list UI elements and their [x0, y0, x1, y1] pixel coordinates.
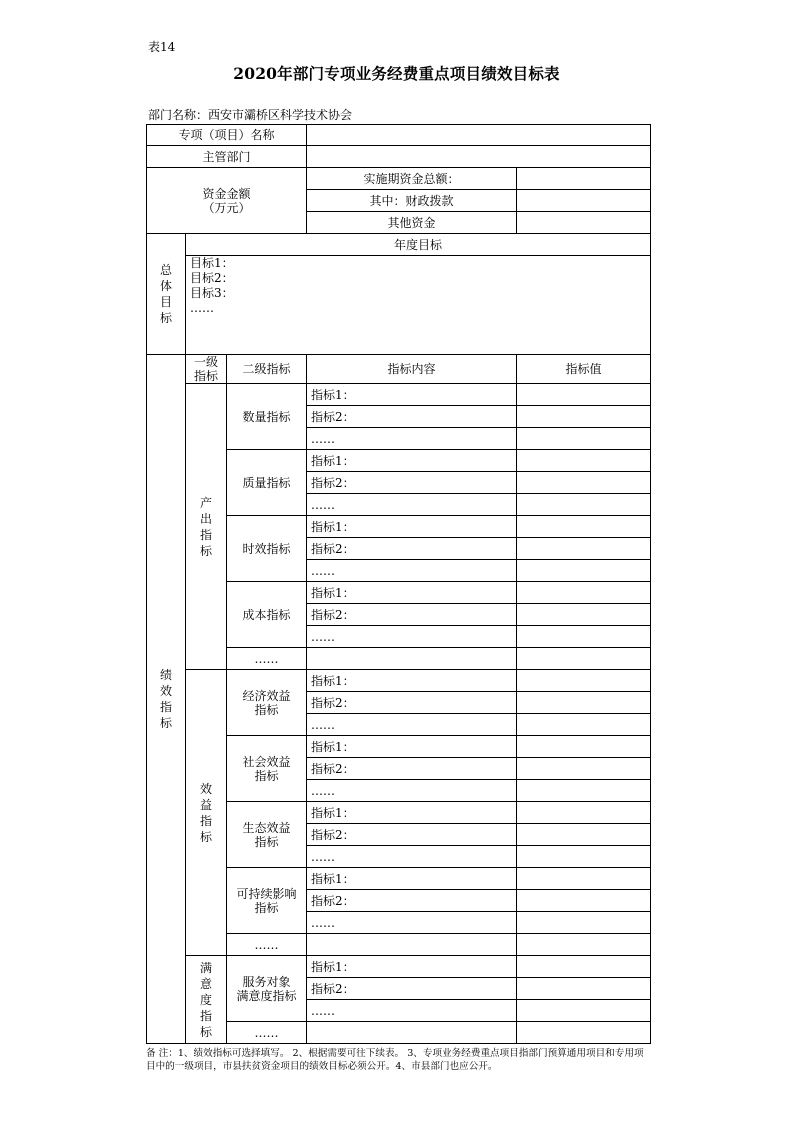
indicator-more[interactable]: …… — [307, 626, 517, 648]
indicator-more[interactable]: …… — [307, 912, 517, 934]
indicator-value[interactable] — [517, 472, 651, 494]
funds-fiscal-value[interactable] — [517, 190, 651, 212]
indicator-value[interactable] — [517, 978, 651, 1000]
indicator-value[interactable] — [517, 758, 651, 780]
goal-3: 目标3： — [190, 286, 234, 300]
level2-header: 二级指标 — [227, 355, 307, 384]
indicator-1[interactable]: 指标1： — [307, 384, 517, 406]
indicator-value[interactable] — [517, 648, 651, 670]
supervisor-value[interactable] — [307, 146, 651, 168]
indicator-value[interactable] — [517, 846, 651, 868]
indicator-content[interactable] — [307, 648, 517, 670]
indicator-value[interactable] — [517, 384, 651, 406]
benefit-indicator-label: 效益指标 — [186, 670, 227, 956]
annual-goal-header: 年度目标 — [186, 234, 651, 256]
indicator-value[interactable] — [517, 538, 651, 560]
indicator-value[interactable] — [517, 670, 651, 692]
indicator-value[interactable] — [517, 956, 651, 978]
indicator-value[interactable] — [517, 714, 651, 736]
goal-2: 目标2： — [190, 271, 234, 285]
indicator-1[interactable]: 指标1： — [307, 582, 517, 604]
indicator-value[interactable] — [517, 780, 651, 802]
funds-fiscal-label: 其中：财政拨款 — [307, 190, 517, 212]
document-label: 表14 — [148, 40, 176, 54]
sustainable-impact-indicator: 可持续影响 指标 — [227, 868, 307, 934]
content-header: 指标内容 — [307, 355, 517, 384]
row-perf-header — [147, 355, 651, 384]
performance-label: 绩效指标 — [147, 355, 186, 1044]
table-row — [147, 384, 651, 406]
project-name-label: 专项（项目）名称 — [147, 125, 307, 146]
indicator-value[interactable] — [517, 626, 651, 648]
indicator-2[interactable]: 指标2： — [307, 692, 517, 714]
indicator-1[interactable]: 指标1： — [307, 736, 517, 758]
row-supervisor — [147, 146, 651, 168]
indicator-value[interactable] — [517, 560, 651, 582]
service-satisfaction-indicator: 服务对象 满意度指标 — [227, 956, 307, 1022]
department-name: 部门名称：西安市灞桥区科学技术协会 — [148, 108, 353, 122]
table-row — [147, 956, 651, 978]
indicator-value[interactable] — [517, 406, 651, 428]
indicator-value[interactable] — [517, 736, 651, 758]
indicator-more[interactable]: …… — [307, 714, 517, 736]
indicator-value[interactable] — [517, 582, 651, 604]
ecological-benefit-indicator: 生态效益 指标 — [227, 802, 307, 868]
level1-header: 一级 指标 — [186, 355, 227, 384]
indicator-value[interactable] — [517, 428, 651, 450]
value-header: 指标值 — [517, 355, 651, 384]
row-annual-goal — [147, 234, 651, 256]
goal-1: 目标1： — [190, 256, 234, 270]
indicator-value[interactable] — [517, 912, 651, 934]
indicator-2[interactable]: 指标2： — [307, 824, 517, 846]
indicator-more[interactable]: …… — [307, 780, 517, 802]
indicator-value[interactable] — [517, 516, 651, 538]
indicator-value[interactable] — [517, 692, 651, 714]
indicator-more[interactable]: …… — [307, 494, 517, 516]
indicator-2[interactable]: 指标2： — [307, 538, 517, 560]
indicator-value[interactable] — [517, 604, 651, 626]
economic-benefit-indicator: 经济效益 指标 — [227, 670, 307, 736]
goal-more: …… — [190, 301, 214, 315]
goal-list[interactable] — [186, 256, 651, 355]
indicator-value[interactable] — [517, 802, 651, 824]
overall-goal-label: 总体目标 — [147, 234, 186, 355]
indicator-2[interactable]: 指标2： — [307, 406, 517, 428]
indicator-content[interactable] — [307, 1022, 517, 1044]
funds-total-label: 实施期资金总额： — [307, 168, 517, 190]
indicator-value[interactable] — [517, 890, 651, 912]
page-title: 2020年部门专项业务经费重点项目绩效目标表 — [233, 64, 560, 83]
row-goal-body — [147, 256, 651, 355]
indicator-value[interactable] — [517, 934, 651, 956]
performance-target-table — [146, 124, 651, 1044]
indicator-value[interactable] — [517, 494, 651, 516]
indicator-more[interactable]: …… — [307, 1000, 517, 1022]
quantity-indicator: 数量指标 — [227, 384, 307, 450]
satisfaction-indicator-label: 满意度指标 — [186, 956, 227, 1044]
footnote: 备 注：1、绩效指标可选择填写。 2、根据需要可往下续表。 3、专项业务经费重点项目指部门预算通用项目和专用项目中的一级项目，市县扶贫资金项目的绩效目标必须公开。4、市县部门也应公开。 — [146, 1048, 644, 1072]
indicator-more[interactable]: …… — [307, 560, 517, 582]
funds-other-label: 其他资金 — [307, 212, 517, 234]
row-project-name — [147, 125, 651, 146]
social-benefit-indicator: 社会效益 指标 — [227, 736, 307, 802]
indicator-value[interactable] — [517, 1022, 651, 1044]
indicator-2[interactable]: 指标2： — [307, 472, 517, 494]
indicator-1[interactable]: 指标1： — [307, 670, 517, 692]
timeliness-indicator: 时效指标 — [227, 516, 307, 582]
benefit-more: …… — [227, 934, 307, 956]
indicator-2[interactable]: 指标2： — [307, 604, 517, 626]
indicator-more[interactable]: …… — [307, 846, 517, 868]
indicator-value[interactable] — [517, 824, 651, 846]
indicator-1[interactable]: 指标1： — [307, 956, 517, 978]
satisfaction-more: …… — [227, 1022, 307, 1044]
indicator-1[interactable]: 指标1： — [307, 868, 517, 890]
indicator-2[interactable]: 指标2： — [307, 978, 517, 1000]
indicator-value[interactable] — [517, 1000, 651, 1022]
project-name-value[interactable] — [307, 125, 651, 146]
indicator-more[interactable]: …… — [307, 428, 517, 450]
indicator-value[interactable] — [517, 450, 651, 472]
output-indicator-label: 产出指标 — [186, 384, 227, 670]
quality-indicator: 质量指标 — [227, 450, 307, 516]
funds-other-value[interactable] — [517, 212, 651, 234]
output-more: …… — [227, 648, 307, 670]
indicator-1[interactable]: 指标1： — [307, 516, 517, 538]
indicator-content[interactable] — [307, 934, 517, 956]
indicator-2[interactable]: 指标2： — [307, 758, 517, 780]
row-funds-total — [147, 168, 651, 190]
indicator-value[interactable] — [517, 868, 651, 890]
indicator-1[interactable]: 指标1： — [307, 802, 517, 824]
indicator-2[interactable]: 指标2： — [307, 890, 517, 912]
supervisor-label: 主管部门 — [147, 146, 307, 168]
funds-total-value[interactable] — [517, 168, 651, 190]
funds-label: 资金金额 （万元） — [147, 168, 307, 234]
cost-indicator: 成本指标 — [227, 582, 307, 648]
indicator-1[interactable]: 指标1： — [307, 450, 517, 472]
table-row — [147, 670, 651, 692]
